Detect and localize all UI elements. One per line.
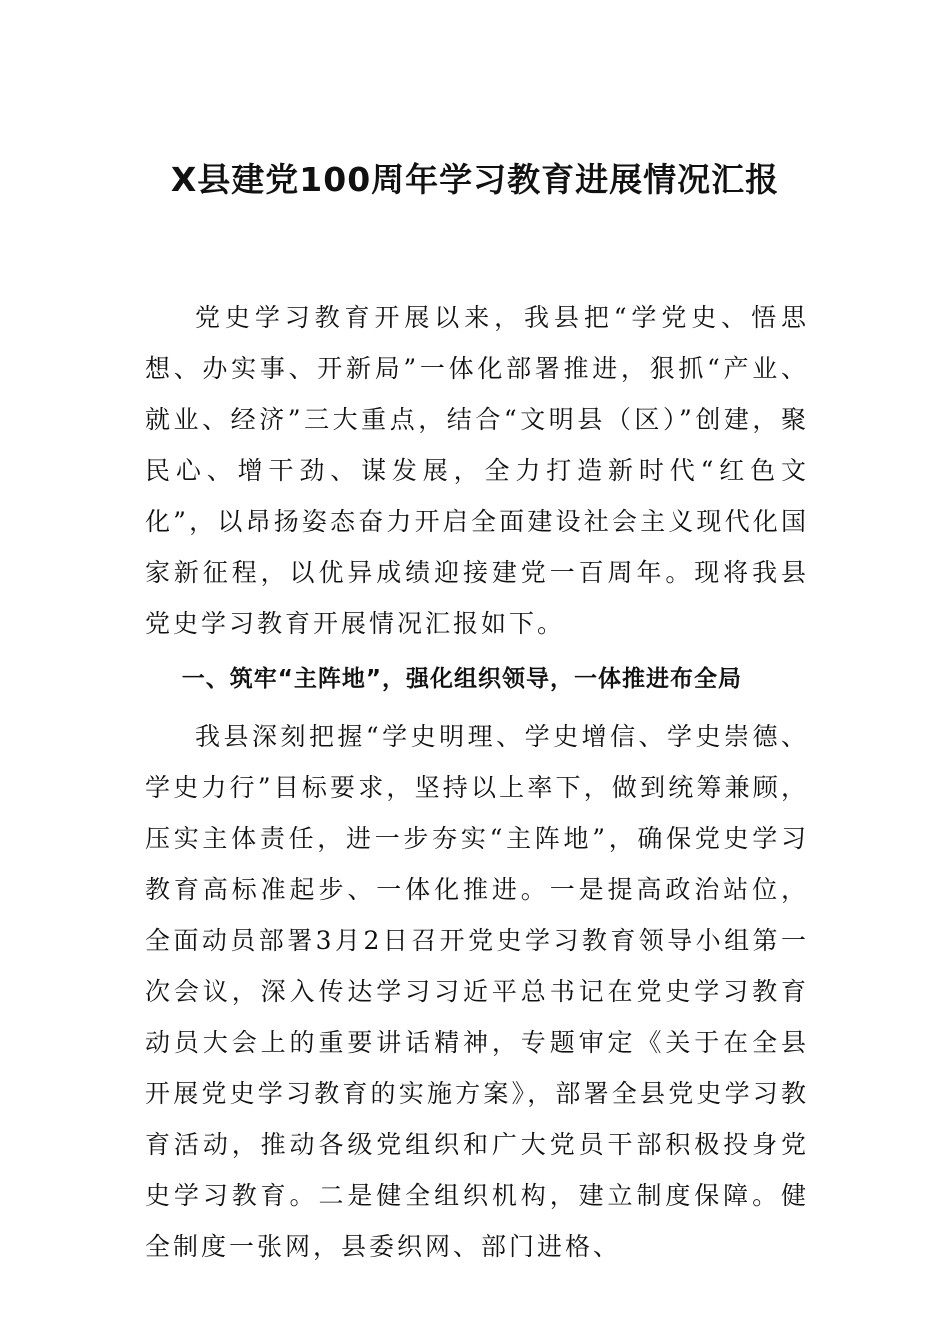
section-paragraph: 我县深刻把握“学史明理、学史增信、学史崇德、学史力行”目标要求，坚持以上率下，做到统筹兼顾，压实主体责任，进一步夯实“主阵地”，确保党史学习教育高标准起步、一体化推进。一是提高政治站位，全面动员部署3月2日召开党史学习教育领导小组第一次会议，深入传达学习习近平总书记在党史学习教育动员大会上的重要讲话精神，专题审定《关于在全县开展党史学习教育的实施方案》，部署全县党史学习教育活动，推动各级党组织和广大党员干部积极投身党史学习教育。二是健全组织机构，建立制度保障。健全制度一张网，县委织网、部门进格、 <box>145 722 809 1261</box>
intro-paragraph: 党史学习教育开展以来，我县把“学党史、悟思想、办实事、开新局”一体化部署推进，狠抓“产业、就业、经济”三大重点，结合“文明县（区）”创建，聚民心、增干劲、谋发展，全力打造新时代“红色文化”，以昂扬姿态奋力开启全面建设社会主义现代化国家新征程，以优异成绩迎接建党一百周年。现将我县党史学习教育开展情况汇报如下。 <box>145 303 809 638</box>
section-heading: 一、筑牢“主阵地”，强化组织领导，一体推进布全局 <box>181 666 743 692</box>
document-body <box>145 292 809 1272</box>
document-title: X县建党100周年学习教育进展情况汇报 <box>170 160 780 199</box>
